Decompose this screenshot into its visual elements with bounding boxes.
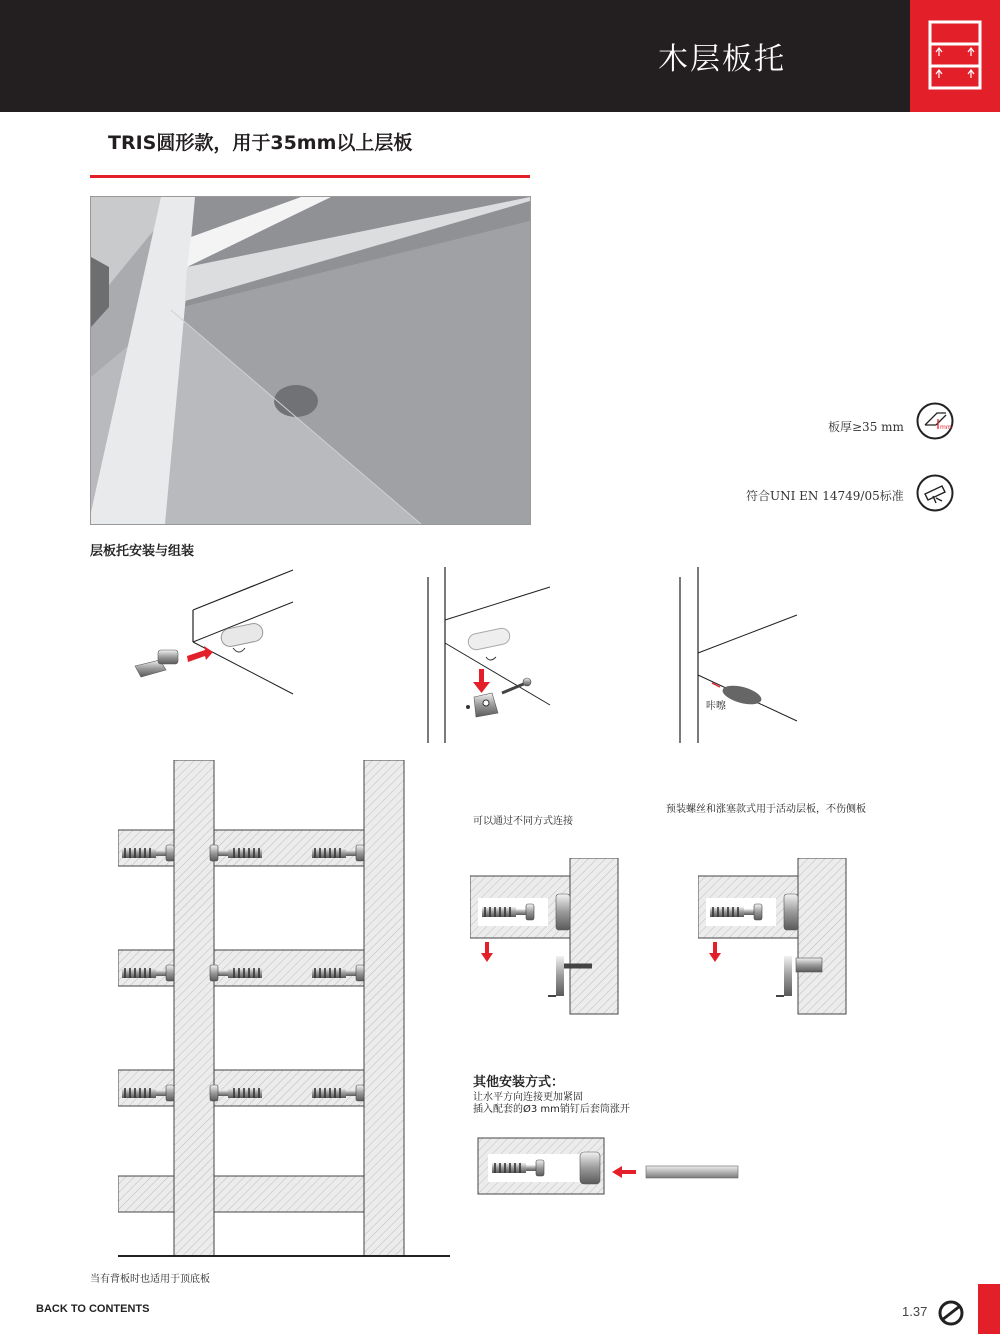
footer-tab <box>978 1284 1000 1334</box>
dowel-diagram <box>476 1136 746 1198</box>
other-heading: 其他安装方式： <box>473 1075 565 1090</box>
cabinet-section-diagram <box>118 760 450 1260</box>
install-step-1 <box>125 568 300 698</box>
category-tab <box>910 0 1000 112</box>
header-bar <box>0 0 910 112</box>
other-line-2: 插入配套的Ø3 mm销钉后套筒涨开 <box>473 1104 630 1115</box>
note-connect: 可以通过不同方式连接 <box>473 816 573 827</box>
page-title: 木层板托 <box>658 42 786 77</box>
connection-diagram-plug <box>698 858 848 1016</box>
install-heading: 层板托安装与组装 <box>90 544 195 559</box>
section-title: TRIS圆形款，用于35mm以上层板 <box>108 132 413 154</box>
shelf-icon <box>910 0 1000 112</box>
title-divider <box>90 175 530 178</box>
thickness-icon-label: mm <box>940 424 952 431</box>
back-to-contents-link[interactable]: BACK TO CONTENTS <box>36 1303 150 1315</box>
product-photo <box>90 196 531 525</box>
connection-diagram-screw <box>470 858 620 1016</box>
spec-standard: 符合UNI EN 14749/05标准 <box>746 489 904 503</box>
click-label: 咔嚓 <box>706 701 726 712</box>
note-preinstalled: 预装螺丝和涨塞款式用于活动层板，不伤侧板 <box>666 804 866 815</box>
thickness-icon <box>916 402 954 440</box>
install-step-2 <box>420 565 560 750</box>
spec-thickness: 板厚≥35 mm <box>828 420 904 434</box>
note-backboard: 当有背板时也适用于顶底板 <box>90 1274 210 1285</box>
page-number: 1.37 <box>902 1304 928 1319</box>
install-step-3 <box>672 565 802 750</box>
standard-icon <box>916 474 954 512</box>
other-line-1: 让水平方向连接更加紧固 <box>473 1092 583 1103</box>
brand-logo-icon <box>938 1300 964 1326</box>
